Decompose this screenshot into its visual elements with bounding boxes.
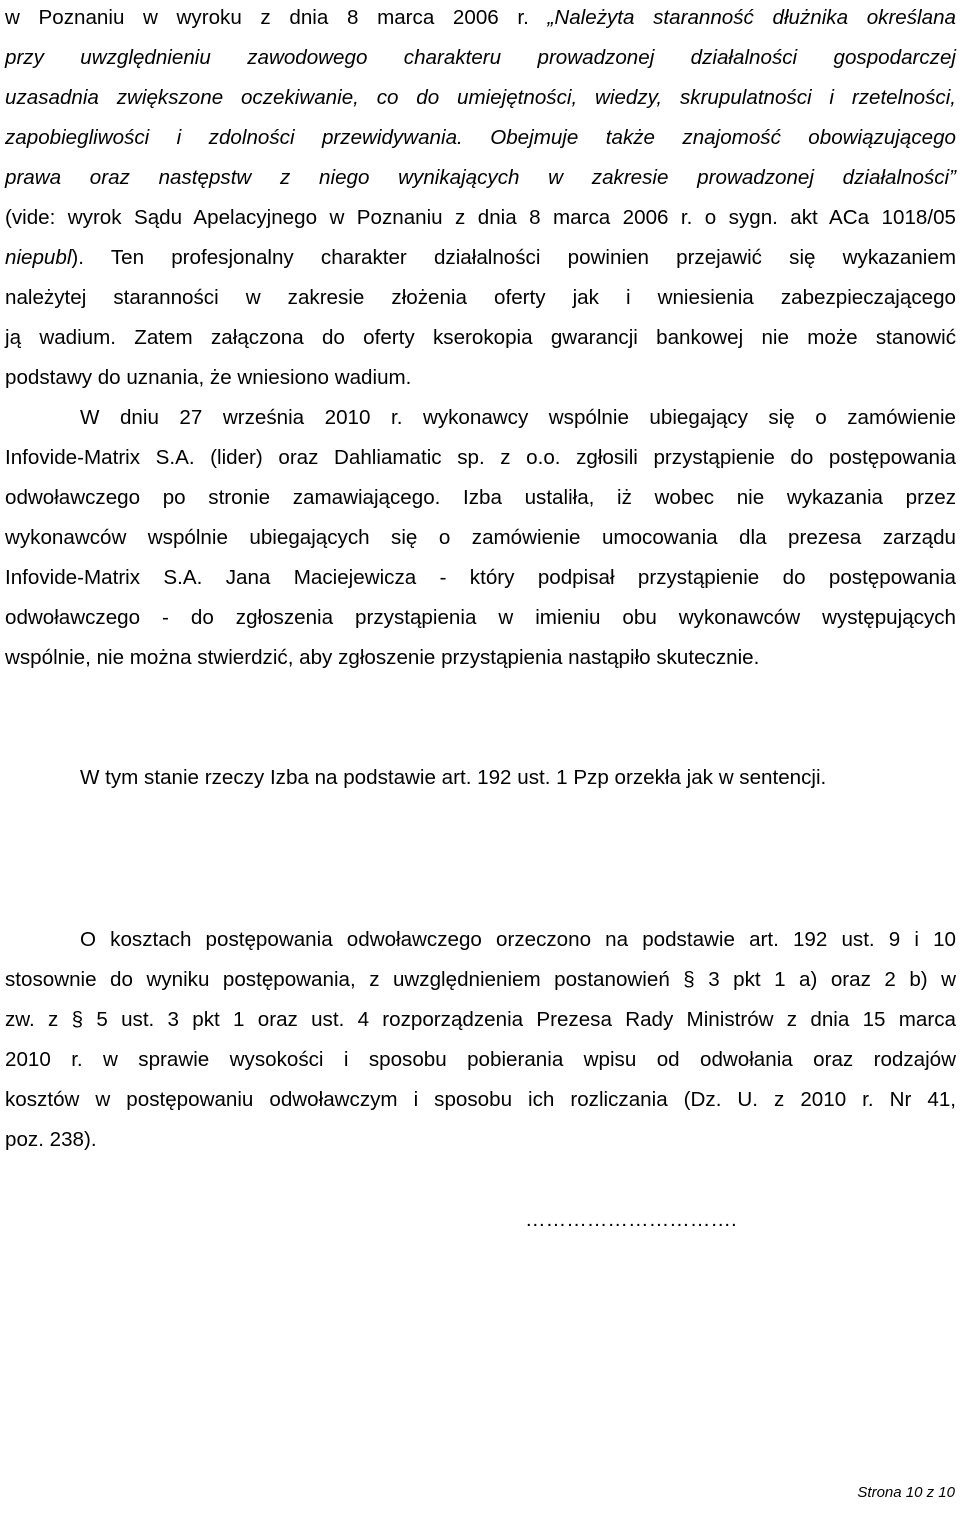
paragraph-4-line-2: stosownie do wyniku postępowania, z uwzględnieniem postanowień § 3 pkt 1 a) oraz 2 b) w	[5, 968, 956, 991]
paragraph-2-line-3: odwoławczego po stronie zamawiającego. Izba ustaliła, iż wobec nie wykazania przez	[5, 486, 956, 509]
paragraph-2-line-7: wspólnie, nie można stwierdzić, aby zgłoszenie przystąpienia nastąpiło skutecznie.	[5, 646, 760, 669]
quote-run: Obejmuje także znajomość obowiązującego	[462, 126, 956, 149]
paragraph-2-line-2: Infovide-Matrix S.A. (lider) oraz Dahliamatic sp. z o.o. zgłosili przystąpienie do postępowania	[5, 446, 956, 469]
paragraph-1-line-5: prawa oraz następstw z niego wynikających w zakresie prowadzonej działalności”	[5, 166, 956, 189]
paragraph-4-line-5: kosztów w postępowaniu odwoławczym i sposobu ich rozliczania (Dz. U. z 2010 r. Nr 41,	[5, 1088, 956, 1111]
paragraph-1-line-7	[5, 246, 956, 270]
quote-run: „Należyta staranność dłużnika określana	[547, 6, 956, 29]
paragraph-2-line-4: wykonawców wspólnie ubiegających się o zamówienie umocowania dla prezesa zarządu	[5, 526, 956, 549]
paragraph-1-line-9: ją wadium. Zatem załączona do oferty kserokopia gwarancji bankowej nie może stanowić	[5, 326, 956, 349]
paragraph-4-line-1: O kosztach postępowania odwoławczego orzeczono na podstawie art. 192 ust. 9 i 10	[80, 928, 956, 951]
paragraph-1-line-3: uzasadnia zwiększone oczekiwanie, co do umiejętności, wiedzy, skrupulatności i rzetelności,	[5, 86, 956, 109]
paragraph-1-line-4	[5, 126, 956, 150]
paragraph-1-line-6: (vide: wyrok Sądu Apelacyjnego w Poznaniu z dnia 8 marca 2006 r. o sygn. akt ACa 1018/05	[5, 206, 956, 229]
paragraph-2-line-1: W dniu 27 września 2010 r. wykonawcy wspólnie ubiegający się o zamówienie	[80, 406, 956, 429]
paragraph-1-line-10: podstawy do uznania, że wniesiono wadium.	[5, 366, 412, 389]
paragraph-3-line-1: W tym stanie rzeczy Izba na podstawie art. 192 ust. 1 Pzp orzekła jak w sentencji.	[80, 766, 827, 789]
paragraph-1-line-1	[5, 6, 956, 30]
quote-run: zapobiegliwości i zdolności przewidywania.	[5, 126, 463, 149]
paragraph-4-line-4: 2010 r. w sprawie wysokości i sposobu pobierania wpisu od odwołania oraz rodzajów	[5, 1048, 956, 1071]
page-footer: Strona 10 z 10	[857, 1484, 955, 1501]
text-run: ). Ten profesjonalny charakter działalności powinien przejawić się wykazaniem	[71, 246, 956, 269]
paragraph-4-line-3: zw. z § 5 ust. 3 pkt 1 oraz ust. 4 rozporządzenia Prezesa Rady Ministrów z dnia 15 marca	[5, 1008, 956, 1031]
paragraph-4-line-6: poz. 238).	[5, 1128, 97, 1151]
paragraph-2-line-6: odwoławczego - do zgłoszenia przystąpienia w imieniu obu wykonawców występujących	[5, 606, 956, 629]
text-run: w Poznaniu w wyroku z dnia 8 marca 2006 r.	[5, 6, 548, 29]
paragraph-2-line-5: Infovide-Matrix S.A. Jana Maciejewicza - który podpisał przystąpienie do postępowania	[5, 566, 956, 589]
paragraph-1-line-8: należytej staranności w zakresie złożenia oferty jak i wniesienia zabezpieczającego	[5, 286, 956, 309]
signature-line: ………………………….	[525, 1208, 737, 1231]
quote-run: niepubl	[5, 246, 72, 269]
paragraph-1-line-2: przy uwzględnieniu zawodowego charakteru prowadzonej działalności gospodarczej	[5, 46, 956, 69]
